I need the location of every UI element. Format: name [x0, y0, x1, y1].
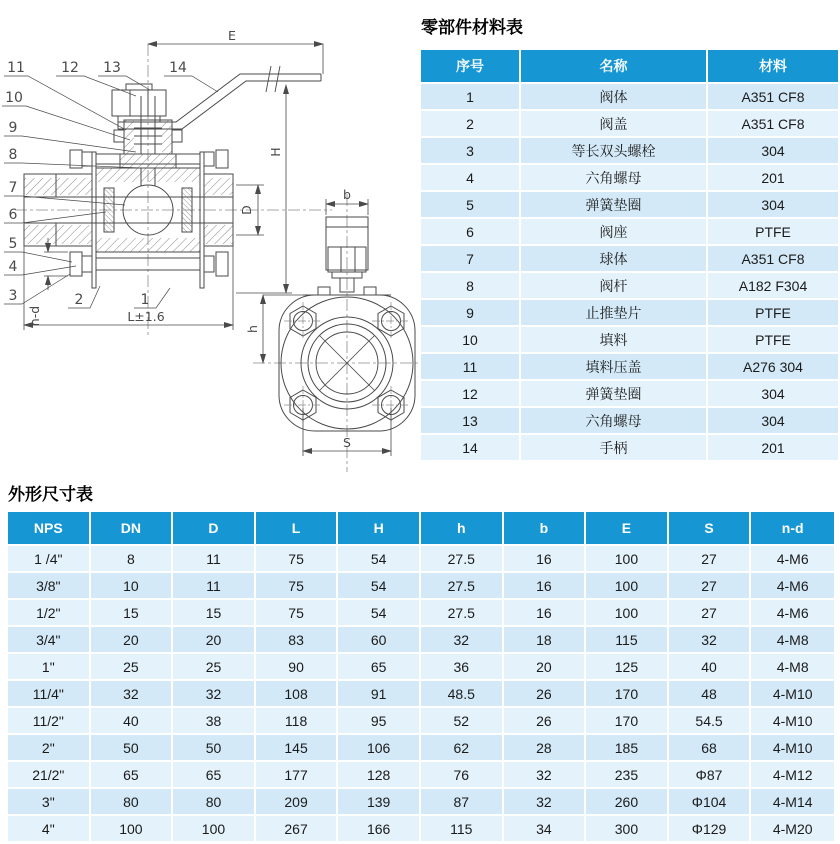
callout-6: 6: [8, 207, 18, 223]
table-cell: 48: [669, 681, 752, 708]
table-row: [8, 654, 834, 681]
table-cell: 235: [586, 762, 669, 789]
table-cell: 166: [338, 816, 421, 843]
dim-label-H: H: [268, 147, 283, 157]
table-cell: 27.5: [421, 546, 504, 573]
table-row: [421, 435, 838, 462]
table-cell: 阀杆: [521, 273, 708, 300]
table-row: [421, 327, 838, 354]
table-cell: 27.5: [421, 573, 504, 600]
callout-4: 4: [8, 259, 18, 275]
table-cell: 15: [91, 600, 174, 627]
table-cell: 40: [669, 654, 752, 681]
table-cell: 36: [421, 654, 504, 681]
dimensions-table: [8, 512, 834, 843]
callout-1: 1: [140, 292, 150, 308]
table-cell: 25: [173, 654, 256, 681]
table-cell: A351 CF8: [708, 246, 838, 273]
table-cell: A276 304: [708, 354, 838, 381]
dimensions-table-header: [8, 512, 834, 546]
column-header: n-d: [751, 512, 834, 546]
dimensions-table-container: [8, 512, 834, 843]
table-cell: PTFE: [708, 300, 838, 327]
technical-drawing: [0, 28, 445, 483]
table-cell: 91: [338, 681, 421, 708]
callout-13: 13: [103, 60, 121, 76]
table-cell: 1 /4": [8, 546, 91, 573]
table-cell: 1/2": [8, 600, 91, 627]
table-cell: 27.5: [421, 600, 504, 627]
table-row: [8, 627, 834, 654]
table-row: [421, 300, 838, 327]
table-cell: 16: [504, 573, 587, 600]
table-cell: 100: [91, 816, 174, 843]
table-cell: 75: [256, 546, 339, 573]
table-row: [421, 111, 838, 138]
table-cell: 3: [421, 138, 521, 165]
table-cell: 87: [421, 789, 504, 816]
table-row: [8, 789, 834, 816]
dimensions-table-body: [8, 546, 834, 843]
table-cell: A351 CF8: [708, 84, 838, 111]
table-cell: 8: [91, 546, 174, 573]
column-header: L: [256, 512, 339, 546]
table-cell: 4-M20: [751, 816, 834, 843]
table-cell: 15: [173, 600, 256, 627]
column-header: DN: [91, 512, 174, 546]
table-cell: 32: [504, 789, 587, 816]
table-cell: 13: [421, 408, 521, 435]
table-row: [8, 573, 834, 600]
table-cell: 4-M12: [751, 762, 834, 789]
table-cell: 90: [256, 654, 339, 681]
table-cell: 等长双头螺栓: [521, 138, 708, 165]
table-row: [8, 735, 834, 762]
table-cell: 27: [669, 546, 752, 573]
table-cell: PTFE: [708, 219, 838, 246]
table-cell: 115: [586, 627, 669, 654]
table-cell: 80: [173, 789, 256, 816]
table-cell: 100: [586, 573, 669, 600]
table-cell: 300: [586, 816, 669, 843]
table-cell: 手柄: [521, 435, 708, 462]
table-cell: 4: [421, 165, 521, 192]
table-cell: 26: [504, 708, 587, 735]
table-cell: 14: [421, 435, 521, 462]
table-cell: 10: [91, 573, 174, 600]
table-cell: 20: [504, 654, 587, 681]
table-cell: 54: [338, 546, 421, 573]
table-cell: 9: [421, 300, 521, 327]
table-cell: 11: [173, 573, 256, 600]
table-cell: 4-M6: [751, 573, 834, 600]
materials-table-title: 零部件材料表: [421, 18, 523, 37]
table-cell: 95: [338, 708, 421, 735]
table-cell: 52: [421, 708, 504, 735]
column-header: H: [338, 512, 421, 546]
dim-label-L: L±1.6: [127, 309, 165, 324]
callout-7: 7: [8, 180, 18, 196]
table-cell: 65: [338, 654, 421, 681]
dimension-lines: [24, 44, 391, 456]
table-row: [421, 273, 838, 300]
table-cell: 8: [421, 273, 521, 300]
table-cell: 32: [421, 627, 504, 654]
table-cell: 2": [8, 735, 91, 762]
table-cell: 26: [504, 681, 587, 708]
table-cell: A182 F304: [708, 273, 838, 300]
table-cell: 止推垫片: [521, 300, 708, 327]
table-cell: 100: [586, 600, 669, 627]
table-cell: 16: [504, 600, 587, 627]
table-cell: A351 CF8: [708, 111, 838, 138]
table-cell: 7: [421, 246, 521, 273]
table-cell: Φ104: [669, 789, 752, 816]
column-header: E: [586, 512, 669, 546]
table-cell: 209: [256, 789, 339, 816]
table-cell: 170: [586, 708, 669, 735]
table-cell: 108: [256, 681, 339, 708]
table-cell: 5: [421, 192, 521, 219]
table-cell: 34: [504, 816, 587, 843]
table-cell: 阀座: [521, 219, 708, 246]
table-cell: 填料压盖: [521, 354, 708, 381]
table-cell: 6: [421, 219, 521, 246]
table-cell: 1: [421, 84, 521, 111]
table-cell: 11/4": [8, 681, 91, 708]
callout-2: 2: [74, 292, 84, 308]
valve-front-view: [24, 66, 321, 288]
table-cell: 弹簧垫圈: [521, 192, 708, 219]
table-cell: 139: [338, 789, 421, 816]
table-cell: 4-M6: [751, 546, 834, 573]
table-row: [421, 246, 838, 273]
table-cell: 100: [586, 546, 669, 573]
table-cell: 阀体: [521, 84, 708, 111]
table-row: [8, 546, 834, 573]
table-cell: Φ129: [669, 816, 752, 843]
table-cell: 304: [708, 192, 838, 219]
table-row: [8, 681, 834, 708]
callout-9: 9: [8, 120, 18, 136]
table-cell: 2: [421, 111, 521, 138]
column-header: NPS: [8, 512, 91, 546]
callout-11: 11: [7, 60, 25, 76]
table-cell: 68: [669, 735, 752, 762]
table-row: [421, 192, 838, 219]
column-header: 材料: [708, 50, 838, 84]
materials-table: [421, 50, 838, 462]
table-cell: 1": [8, 654, 91, 681]
table-row: [8, 708, 834, 735]
table-cell: 4-M14: [751, 789, 834, 816]
table-row: [421, 408, 838, 435]
table-cell: 32: [669, 627, 752, 654]
table-cell: 填料: [521, 327, 708, 354]
table-cell: 弹簧垫圈: [521, 381, 708, 408]
table-cell: 11/2": [8, 708, 91, 735]
table-cell: 185: [586, 735, 669, 762]
table-cell: 80: [91, 789, 174, 816]
table-row: [421, 138, 838, 165]
column-header: b: [504, 512, 587, 546]
table-cell: 100: [173, 816, 256, 843]
table-cell: 83: [256, 627, 339, 654]
table-row: [421, 381, 838, 408]
table-cell: 4-M8: [751, 654, 834, 681]
dimensions-table-title: 外形尺寸表: [8, 485, 93, 504]
table-row: [421, 165, 838, 192]
table-cell: 3": [8, 789, 91, 816]
table-cell: 76: [421, 762, 504, 789]
table-row: [421, 354, 838, 381]
callout-14: 14: [169, 60, 187, 76]
table-cell: 50: [173, 735, 256, 762]
table-cell: 170: [586, 681, 669, 708]
dim-label-E: E: [228, 28, 236, 43]
table-cell: 10: [421, 327, 521, 354]
table-cell: 177: [256, 762, 339, 789]
table-cell: 12: [421, 381, 521, 408]
table-cell: 54.5: [669, 708, 752, 735]
table-cell: 阀盖: [521, 111, 708, 138]
dim-label-nd: n-d: [27, 305, 42, 327]
column-header: D: [173, 512, 256, 546]
materials-table-header: [421, 50, 838, 84]
table-cell: 20: [173, 627, 256, 654]
table-cell: 128: [338, 762, 421, 789]
table-cell: 28: [504, 735, 587, 762]
table-cell: 106: [338, 735, 421, 762]
table-cell: 4": [8, 816, 91, 843]
table-cell: 304: [708, 138, 838, 165]
table-cell: 4-M8: [751, 627, 834, 654]
table-cell: PTFE: [708, 327, 838, 354]
table-cell: 21/2": [8, 762, 91, 789]
table-cell: 75: [256, 600, 339, 627]
table-cell: 27: [669, 600, 752, 627]
table-cell: 201: [708, 435, 838, 462]
table-cell: 六角螺母: [521, 408, 708, 435]
table-row: [421, 84, 838, 111]
table-cell: 38: [173, 708, 256, 735]
table-cell: 267: [256, 816, 339, 843]
table-cell: 304: [708, 408, 838, 435]
table-cell: 4-M10: [751, 681, 834, 708]
table-row: [8, 762, 834, 789]
column-header: 序号: [421, 50, 521, 84]
table-cell: 60: [338, 627, 421, 654]
callout-12: 12: [61, 60, 79, 76]
table-cell: 32: [91, 681, 174, 708]
column-header: h: [421, 512, 504, 546]
column-header: S: [669, 512, 752, 546]
table-cell: 50: [91, 735, 174, 762]
table-cell: 11: [173, 546, 256, 573]
callout-3: 3: [8, 288, 18, 304]
table-cell: 18: [504, 627, 587, 654]
table-cell: 4-M6: [751, 600, 834, 627]
table-row: [8, 600, 834, 627]
table-cell: 40: [91, 708, 174, 735]
table-cell: 54: [338, 600, 421, 627]
table-cell: 4-M10: [751, 708, 834, 735]
table-cell: 16: [504, 546, 587, 573]
table-cell: 65: [91, 762, 174, 789]
table-cell: 62: [421, 735, 504, 762]
table-cell: 118: [256, 708, 339, 735]
callout-8: 8: [8, 147, 18, 163]
table-cell: 201: [708, 165, 838, 192]
dim-label-h: h: [245, 325, 260, 333]
table-cell: 32: [173, 681, 256, 708]
table-cell: 260: [586, 789, 669, 816]
table-cell: 65: [173, 762, 256, 789]
table-row: [421, 219, 838, 246]
table-cell: 32: [504, 762, 587, 789]
dim-label-S: S: [343, 435, 351, 450]
table-cell: 25: [91, 654, 174, 681]
table-cell: 75: [256, 573, 339, 600]
table-cell: 115: [421, 816, 504, 843]
table-cell: 27: [669, 573, 752, 600]
table-cell: 48.5: [421, 681, 504, 708]
centerlines: [15, 44, 443, 472]
table-cell: 125: [586, 654, 669, 681]
table-row: [8, 816, 834, 843]
table-cell: 54: [338, 573, 421, 600]
table-cell: 304: [708, 381, 838, 408]
table-cell: 六角螺母: [521, 165, 708, 192]
column-header: 名称: [521, 50, 708, 84]
table-cell: 球体: [521, 246, 708, 273]
materials-table-container: [421, 50, 838, 462]
callout-10: 10: [5, 90, 23, 106]
table-cell: 20: [91, 627, 174, 654]
dim-label-b: b: [343, 187, 351, 202]
callout-5: 5: [8, 236, 18, 252]
table-cell: Φ87: [669, 762, 752, 789]
table-cell: 11: [421, 354, 521, 381]
dim-label-D: D: [239, 205, 254, 215]
table-cell: 145: [256, 735, 339, 762]
table-cell: 3/4": [8, 627, 91, 654]
table-cell: 3/8": [8, 573, 91, 600]
materials-table-body: [421, 84, 838, 462]
table-cell: 4-M10: [751, 735, 834, 762]
